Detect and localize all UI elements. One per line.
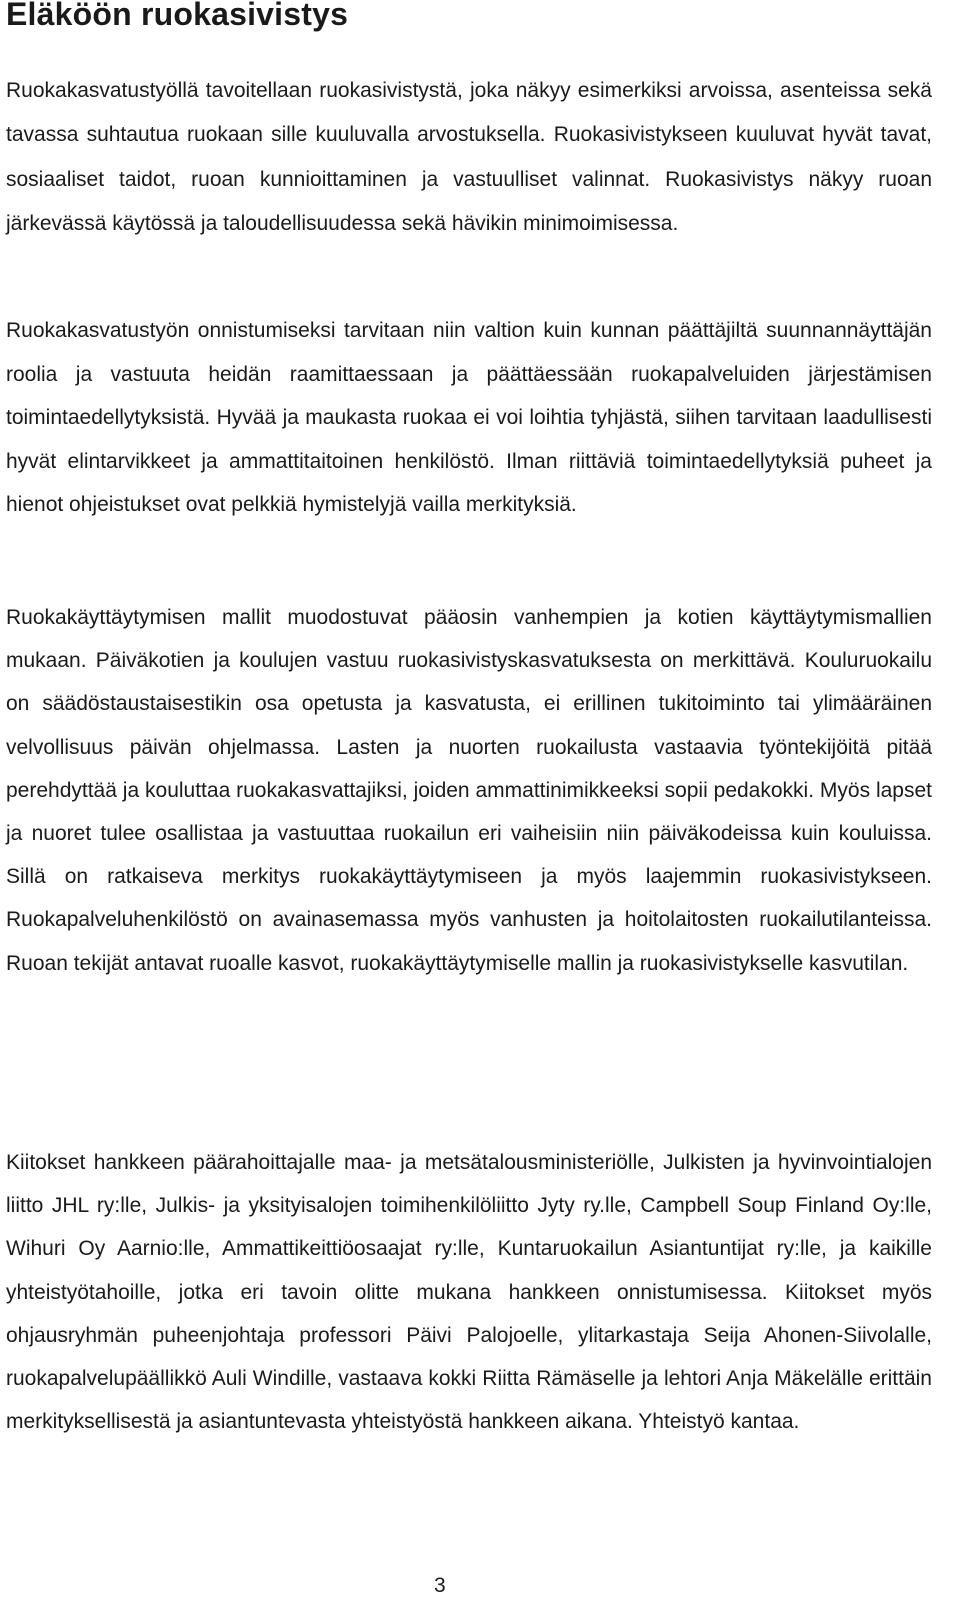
paragraph-ruokakayttaytyminen: Ruokakäyttäytymisen mallit muodostuvat pääosin vanhempien ja kotien käyttäytymismallien mukaan. Päiväkotien ja koulujen vastuu ruokasivistyskasvatuksesta on merkittävä. Kouluruokailu on säädöstaustaisestikin osa opetusta ja kasvatusta, ei erillinen tukitoiminto tai ylimääräinen velvollisuus päivän ohjelmassa. Lasten ja nuorten ruokailusta vastaavia työntekijöitä pitää perehdyttää ja kouluttaa ruokakasvattajiksi, joiden ammattinimikkeeksi sopii pedakokki. Myös lapset ja nuoret tulee osallistaa ja vastuuttaa ruokailun eri vaiheisiin niin päiväkodeissa kuin kouluissa. Sillä on ratkaiseva merkitys ruokakäyttäytymiseen ja myös laajemmin ruokasivistykseen. Ruokapalveluhenkilöstö on avainasemassa myös vanhusten ja hoitolaitosten ruokailutilanteissa. Ruoan tekijät antavat ruoalle kasvot, ruokakäyttäytymiselle mallin ja ruokasivistykselle kasvutilan. <box>6 606 932 975</box>
paragraph-kiitokset: Kiitokset hankkeen päärahoittajalle maa- ja metsätalousministeriölle, Julkisten ja hyvinvointialojen liitto JHL ry:lle, Julkis- ja yksityisalojen toimihenkilöliitto Jyty ry.lle, Campbell Soup Finland Oy:lle, Wihuri Oy Aarnio:lle, Ammattikeittiöosaajat ry:lle, Kuntaruokailun Asiantuntijat ry:lle, ja kaikille yhteistyötahoille, jotka eri tavoin olitte mukana hankkeen onnistumisessa. Kiitokset myös ohjausryhmän puheenjohtaja professori Päivi Palojoelle, ylitarkastaja Seija Ahonen-Siivolalle, ruokapalvelupäällikkö Auli Windille, vastaava kokki Riitta Rämäselle ja lehtori Anja Mäkelälle erittäin merkityksellisestä ja asiantuntevasta yhteistyöstä hankkeen aikana. Yhteistyö kantaa. <box>6 1151 932 1434</box>
page-number: 3 <box>434 1574 446 1597</box>
paragraph-ruokasivistys: Ruokakasvatustyöllä tavoitellaan ruokasivistystä, joka näkyy esimerkiksi arvoissa, asenteissa sekä tavassa suhtautua ruokaan sille kuuluvalla arvostuksella. Ruokasivistykseen kuuluvat hyvät tavat, sosiaaliset taidot, ruoan kunnioittaminen ja vastuulliset valinnat. Ruokasivistys näkyy ruoan järkevässä käytössä ja taloudellisuudessa sekä hävikin minimoimisessa. <box>6 79 932 236</box>
page-title: Eläköön ruokasivistys <box>6 0 349 32</box>
paragraph-toimintaedellytykset: Ruokakasvatustyön onnistumiseksi tarvitaan niin valtion kuin kunnan päättäjiltä suunnannäyttäjän roolia ja vastuuta heidän raamittaessaan ja päättäessään ruokapalveluiden järjestämisen toimintaedellytyksistä. Hyvää ja maukasta ruokaa ei voi loihtia tyhjästä, siihen tarvitaan laadullisesti hyvät elintarvikkeet ja ammattitaitoinen henkilöstö. Ilman riittäviä toimintaedellytyksiä puheet ja hienot ohjeistukset ovat pelkkiä hymistelyjä vailla merkityksiä. <box>6 319 932 517</box>
